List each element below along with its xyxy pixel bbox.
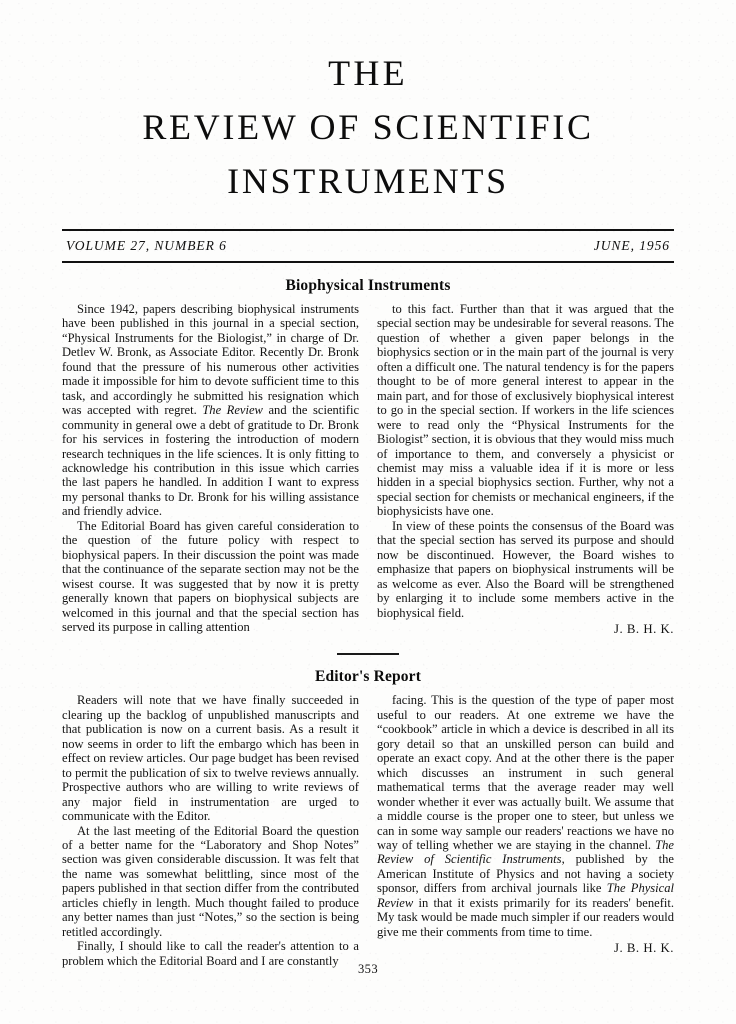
author-initials: J. B. H. K. (613, 941, 674, 956)
section-separator-rule (337, 653, 399, 655)
column-right (377, 302, 674, 636)
paragraph: In view of these points the consensus of the Board was that the special section has served its purpose and should now be discontinued. However, the Board wishes to emphasize that papers on biophysical instruments will be as welcome as ever. Also the Board will be strengthened by enlarging it to include some members active in the biophysical field. (377, 518, 674, 620)
paragraph: The Editorial Board has given careful consideration to the question of the future policy with respect to biophysical papers. In their discussion the point was made that the continuance of the separate section may not be the wisest course. It was suggested that by now it is pretty generally known that papers on biophysical subjects are welcomed in this journal and that the special section has served its purpose in calling attention (62, 518, 359, 634)
two-column-body (62, 302, 674, 636)
masthead-line-3: INSTRUMENTS (227, 161, 509, 201)
paragraph: At the last meeting of the Editorial Board the question of a better name for the “Laboratory and Shop Notes” section was given considerable discussion. It was felt that the name was somewhat belittling, since most of the papers published in that section differ from the contributed articles chiefly in length. Much thought failed to produce any better names than just “Notes,” so the section is being retitled accordingly. (62, 823, 359, 939)
column-left (62, 693, 359, 968)
paragraph: Finally, I should like to call the reader's attention to a problem which the Editorial Board and I are constantly (62, 939, 359, 968)
masthead-line-1: THE (328, 53, 408, 93)
section-biophysical-instruments (0, 277, 736, 636)
volume-issue-bar (62, 231, 674, 261)
column-left (62, 302, 359, 634)
masthead (0, 0, 736, 199)
section-title: Biophysical Instruments (285, 277, 451, 294)
header-rule-bottom (62, 261, 674, 263)
section-title: Editor's Report (314, 668, 422, 686)
paragraph: to this fact. Further than that it was argued that the special section may be undesirable for several reasons. The question of whether a given paper belongs in the biophysics section or in the main part of the journal is very often a difficult one. The natural tendency is for the papers thought to be of more general interest to appear in the main part, and for those of exclusively biophysical interest to go in the special section. If workers in the life sciences were to read only the “Physical Instruments for the Biologist” section, it is obvious that they would miss much of importance to them, and conversely a physicist or chemist may miss a valuable idea if it is more or less hidden in a special biophysics section. Further, why not a special section for chemists or mechanical engineers, if the biophysicists have one. (377, 302, 674, 519)
paragraph: facing. This is the question of the type of paper most useful to our readers. At one extreme we have the “cookbook” article in which a device is described in all its gory detail so that an unskilled person can build and operate an exact copy. And at the other there is the paper which discusses an instrument in such general mathematical terms that the average reader may well wonder whether it ever was actually built. We assume that a middle course is the proper one to steer, but unless we can in some way sample our readers' reactions we have no way of telling whether we are staying in the channel. The Review of Scientific Instruments, published by the American Institute of Physics and not having a society sponsor, differs from archival journals like The Physical Review in that it exists primarily for its readers' benefit. My task would be made much simpler if our readers would give me their comments from time to time. (377, 693, 675, 939)
volume-number-label: VOLUME 27, NUMBER 6 (66, 238, 227, 253)
author-initials: J. B. H. K. (613, 621, 674, 636)
page-number: 353 (357, 962, 379, 976)
issue-date-label: JUNE, 1956 (593, 238, 670, 253)
two-column-body (62, 693, 674, 968)
paragraph: Readers will note that we have finally succeeded in clearing up the backlog of unpublished manuscripts and that publication is now on a current basis. As a result it now seems in order to lift the embargo which has been in effect on review articles. Our page budget has been revised to permit the publication of six to twelve reviews annually. Prospective authors who are willing to write reviews of any major field in instrumentation are urged to communicate with the Editor. (62, 693, 359, 824)
paragraph: Since 1942, papers describing biophysical instruments have been published in this journal in a special section, “Physical Instruments for the Biologist,” in charge of Dr. Detlev W. Bronk, as Associate Editor. Recently Dr. Bronk found that the pressure of his numerous other activities made it impossible for him to devote sufficient time to this task, and accordingly he submitted his resignation which was accepted with regret. The Review and the scientific community in general owe a debt of gratitude to Dr. Bronk for his services in fostering the introduction of modern research techniques in the life sciences. It is only fitting to acknowledge his contribution in this issue which carries the last papers he handled. In addition I want to express my personal thanks to Dr. Bronk for his willing assistance and friendly advice. (62, 302, 360, 519)
masthead-line-2: REVIEW OF SCIENTIFIC (142, 107, 594, 147)
column-right (377, 693, 674, 955)
section-editors-report (0, 668, 736, 968)
